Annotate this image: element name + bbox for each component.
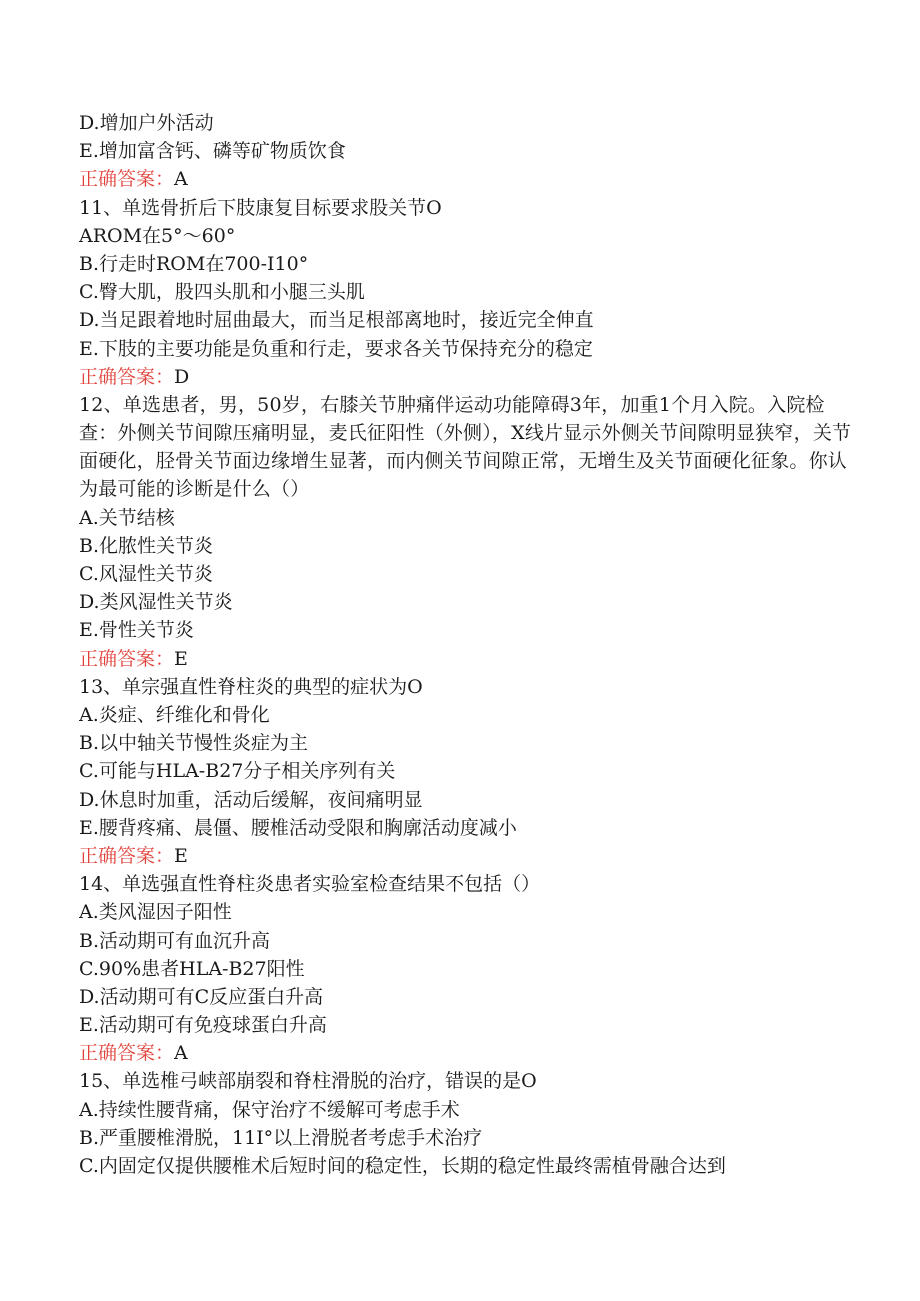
answer-value: E	[174, 844, 188, 867]
document-body	[79, 109, 859, 1180]
option-line: B.行走时ROM在700-I10°	[79, 252, 309, 275]
answer-value: A	[174, 168, 188, 191]
answer-value: A	[174, 1042, 188, 1065]
answer-line	[79, 645, 859, 673]
answer-line	[79, 1039, 859, 1067]
question-paragraph: 12、单选患者，男，50岁，右膝关节肿痛伴运动功能障碍3年，加重1个月入院。入院检查：外侧关节间隙压痛明显，麦氏征阳性（外侧），X线片显示外侧关节间隙明显狭窄，关节面硬化，胫骨关节面边缘增生显著，而内侧关节间隙正常，无增生及关节面硬化征象。你认为最可能的诊断是什么（）	[79, 393, 852, 501]
option-line: D.增加户外活动	[79, 112, 214, 134]
option-line: D.当足跟着地时屈曲最大，而当足根部离地时，接近完全伸直	[79, 309, 594, 332]
answer-label: 正确答案：	[79, 1042, 175, 1065]
option-line: C.内固定仅提供腰椎术后短时间的稳定性，长期的稳定性最终需植骨融合达到	[79, 1155, 726, 1177]
option-line: E.下肢的主要功能是负重和行走，要求各关节保持充分的稳定	[79, 337, 593, 360]
option-line: A.关节结核	[79, 506, 175, 529]
option-line: C.可能与HLA-B27分子相关序列有关	[79, 760, 396, 783]
answer-label: 正确答案：	[79, 647, 175, 670]
answer-label: 正确答案：	[79, 168, 175, 191]
answer-line	[79, 165, 859, 193]
option-line: D.休息时加重，活动后缓解，夜间痛明显	[79, 788, 423, 811]
option-line: E.骨性关节炎	[79, 619, 194, 642]
option-line: B.以中轴关节慢性炎症为主	[79, 732, 309, 755]
option-line: A.炎症、纤维化和骨化	[79, 704, 270, 726]
option-line: D.活动期可有C反应蛋白升高	[79, 985, 324, 1008]
question-line: 14、单选强直性脊柱炎患者实验室检查结果不包括（）	[79, 873, 541, 896]
answer-value: E	[174, 647, 188, 670]
option-line: B.化脓性关节炎	[79, 534, 214, 557]
answer-label: 正确答案：	[79, 844, 175, 867]
answer-line	[79, 363, 859, 391]
question-line: 13、单宗强直性脊柱炎的典型的症状为O	[79, 675, 423, 698]
option-line: A.类风湿因子阳性	[79, 901, 232, 924]
option-line: C.90%患者HLA-B27阳性	[79, 957, 305, 980]
question-line: 15、单选椎弓峡部崩裂和脊柱滑脱的治疗，错误的是O	[79, 1070, 537, 1093]
option-line: B.严重腰椎滑脱，11I°以上滑脱者考虑手术治疗	[79, 1126, 483, 1149]
answer-line	[79, 842, 859, 870]
option-line: D.类风湿性关节炎	[79, 591, 233, 614]
option-line: AROM在5°～60°	[79, 224, 236, 247]
option-line: E.活动期可有免疫球蛋白升高	[79, 1014, 327, 1037]
option-line: E.腰背疼痛、晨僵、腰椎活动受限和胸廓活动度减小	[79, 816, 517, 839]
answer-label: 正确答案：	[79, 365, 175, 388]
answer-value: D	[174, 365, 190, 388]
option-line: A.持续性腰背痛，保守治疗不缓解可考虑手术	[79, 1098, 460, 1121]
option-line: C.风湿性关节炎	[79, 563, 213, 586]
option-line: C.臀大肌，股四头肌和小腿三头肌	[79, 281, 365, 304]
option-line: B.活动期可有血沉升高	[79, 929, 271, 952]
option-line: E.增加富含钙、磷等矿物质饮食	[79, 140, 346, 163]
question-line: 11、单选骨折后下肢康复目标要求股关节O	[79, 196, 442, 219]
